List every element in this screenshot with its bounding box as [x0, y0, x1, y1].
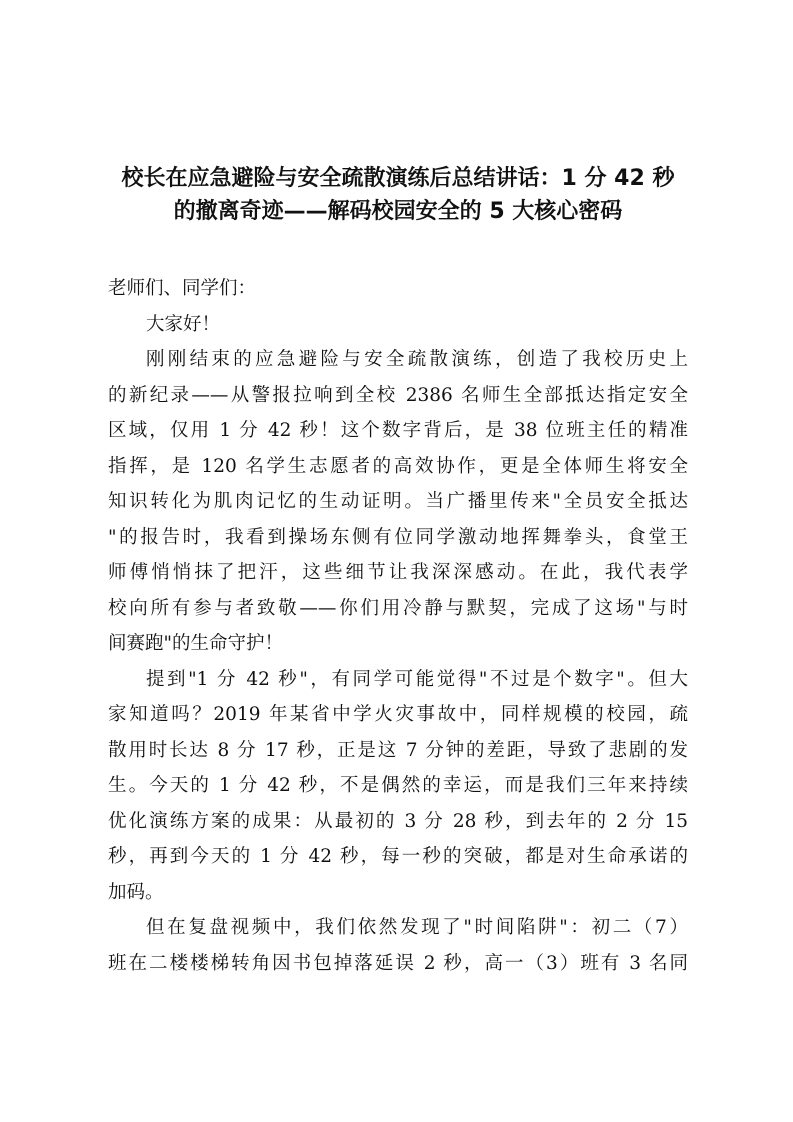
paragraph-line: 班在二楼楼梯转角因书包掉落延误 2 秒，高一（3）班有 3 名同 [108, 952, 688, 974]
paragraph-line: 家知道吗？2019 年某省中学火灾事故中，同样规模的校园，疏 [108, 704, 688, 725]
paragraphs [108, 342, 688, 981]
paragraph-line: 提到"1 分 42 秒"，有同学可能觉得"不过是个数字"。但大 [146, 668, 688, 690]
paragraph-line: 校向所有参与者致敬——你们用冷静与默契，完成了这场"与时 [108, 597, 688, 619]
paragraph-line: 间赛跑"的生命守护！ [108, 633, 284, 654]
paragraph-line: 秒，再到今天的 1 分 42 秒，每一秒的突破，都是对生命承诺的 [108, 846, 688, 867]
paragraph-line: 优化演练方案的成果：从最初的 3 分 28 秒，到去年的 2 分 15 [108, 810, 688, 832]
paragraph-line: 散用时长达 8 分 17 秒，正是这 7 分钟的差距，导致了悲剧的发 [108, 739, 688, 761]
paragraph-line: 的新纪录——从警报拉响到全校 2386 名师生全部抵达指定安全 [108, 384, 688, 406]
paragraph-line: 但在复盘视频中，我们依然发现了"时间陷阱"：初二（7） [146, 917, 688, 938]
paragraph [108, 910, 688, 981]
paragraph-line: 指挥，是 120 名学生志愿者的高效协作，更是全体师生将安全 [108, 455, 688, 477]
paragraph-line: 刚刚结束的应急避险与安全疏散演练，创造了我校历史上 [146, 349, 688, 370]
paragraph [108, 662, 688, 911]
paragraph-line: "的报告时，我看到操场东侧有位同学激动地挥舞拳头，食堂王 [108, 526, 688, 548]
title-line: 的撤离奇迹——解码校园安全的 5 大核心密码 [173, 199, 623, 224]
document-title [100, 162, 696, 228]
paragraph-line: 区域，仅用 1 分 42 秒！这个数字背后，是 38 位班主任的精准 [108, 420, 688, 441]
title-line: 校长在应急避险与安全疏散演练后总结讲话：1 分 42 秒 [121, 166, 675, 191]
greeting: 大家好！ [146, 313, 221, 335]
paragraph-line: 生。今天的 1 分 42 秒，不是偶然的幸运，而是我们三年来持续 [108, 775, 688, 796]
document-body [108, 271, 688, 981]
salutation: 老师们、同学们： [108, 278, 257, 299]
paragraph-line: 加码。 [108, 881, 164, 903]
paragraph-line: 师傅悄悄抹了把汗，这些细节让我深深感动。在此，我代表学 [108, 562, 688, 583]
paragraph-line: 知识转化为肌肉记忆的生动证明。当广播里传来"全员安全抵达 [108, 491, 688, 512]
paragraph [108, 342, 688, 662]
